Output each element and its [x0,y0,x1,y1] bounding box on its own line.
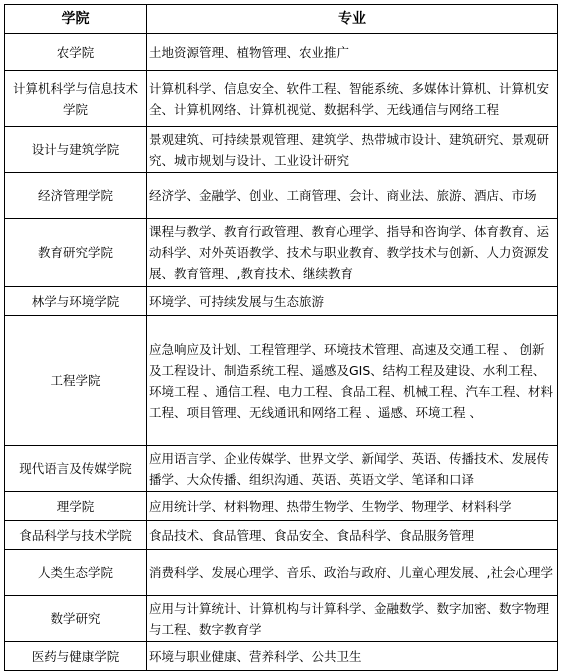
college-cell: 理学院 [5,492,147,521]
table-row [5,127,558,173]
majors-cell: 计算机科学、信息安全、软件工程、智能系统、多媒体计算机、计算机安全、计算机网络、计算机视觉、数据科学、无线通信与网络工程 [147,71,558,127]
header-college: 学院 [5,5,147,34]
table-row [5,550,558,596]
table-row [5,34,558,71]
college-cell: 计算机科学与信息技术学院 [5,71,147,127]
table-row [5,446,558,492]
college-cell: 农学院 [5,34,147,71]
majors-cell: 景观建筑、可持续景观管理、建筑学、热带城市设计、建筑研究、景观研究、城市规划与设计、工业设计研究 [147,127,558,173]
table-row [5,71,558,127]
table-row [5,642,558,671]
majors-cell: 环境与职业健康、营养科学、公共卫生 [147,642,558,671]
college-cell: 人类生态学院 [5,550,147,596]
table-row [5,316,558,446]
majors-cell: 土地资源管理、植物管理、农业推广 [147,34,558,71]
college-cell: 现代语言及传媒学院 [5,446,147,492]
college-cell: 工程学院 [5,316,147,446]
table-row [5,492,558,521]
table-row [5,521,558,550]
majors-table-container [4,4,557,671]
majors-cell: 应用统计学、材料物理、热带生物学、生物学、物理学、材料科学 [147,492,558,521]
college-cell: 医药与健康学院 [5,642,147,671]
college-cell: 教育研究学院 [5,219,147,287]
table-row [5,596,558,642]
header-majors: 专业 [147,5,558,34]
college-cell: 经济管理学院 [5,173,147,219]
majors-cell: 应用语言学、企业传媒学、世界文学、新闻学、英语、传播技术、发展传播学、大众传播、组织沟通、英语、英语文学、笔译和口译 [147,446,558,492]
college-cell: 林学与环境学院 [5,287,147,316]
table-row [5,173,558,219]
college-cell: 设计与建筑学院 [5,127,147,173]
majors-cell: 环境学、可持续发展与生态旅游 [147,287,558,316]
table-row [5,287,558,316]
majors-cell: 食品技术、食品管理、食品安全、食品科学、食品服务管理 [147,521,558,550]
majors-cell: 课程与教学、教育行政管理、教育心理学、指导和咨询学、体育教育、运动科学、对外英语教学、技术与职业教育、教学技术与创新、人力资源发展、教育管理、,教育技术、继续教育 [147,219,558,287]
colleges-majors-table [4,4,558,671]
college-cell: 食品科学与技术学院 [5,521,147,550]
table-header-row [5,5,558,34]
majors-cell: 应用与计算统计、计算机构与计算科学、金融数学、数字加密、数字物理与工程、数字教育学 [147,596,558,642]
college-cell: 数学研究 [5,596,147,642]
majors-cell: 经济学、金融学、创业、工商管理、会计、商业法、旅游、酒店、市场 [147,173,558,219]
majors-cell: 应急响应及计划、工程管理学、环境技术管理、高速及交通工程 、 创新及工程设计、制造系统工程、遥感及GIS、结构工程及建设、水利工程、环境工程 、通信工程、电力工程、食品工程、机械工程、汽车工程、材料工程、项目管理、无线通讯和网络工程 、遥感、环境工程 、 [147,316,558,446]
majors-cell: 消费科学、发展心理学、音乐、政治与政府、儿童心理发展、,社会心理学 [147,550,558,596]
table-row [5,219,558,287]
